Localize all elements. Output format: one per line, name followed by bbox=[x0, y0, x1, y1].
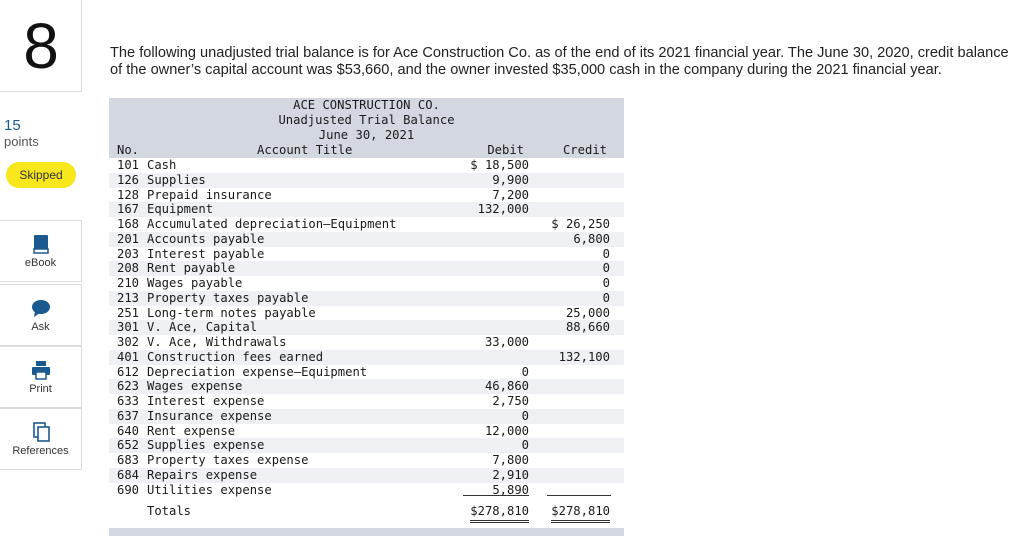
account-number: 201 bbox=[117, 231, 140, 246]
credit-amount: 25,000 bbox=[565, 305, 610, 320]
account-number: 301 bbox=[117, 320, 140, 335]
table-row bbox=[109, 158, 624, 173]
table-row bbox=[109, 173, 624, 188]
table-row bbox=[109, 424, 624, 439]
credit-amount: 0 bbox=[602, 246, 610, 261]
account-title: Interest expense bbox=[147, 394, 265, 408]
statement-title: Unadjusted Trial Balance bbox=[278, 113, 455, 127]
account-title: Equipment bbox=[147, 202, 214, 217]
references-button[interactable] bbox=[0, 408, 82, 470]
account-number: 652 bbox=[117, 438, 140, 453]
book-icon bbox=[31, 234, 51, 254]
debit-amount: 2,910 bbox=[492, 467, 529, 482]
question-number-box bbox=[0, 0, 82, 92]
account-title: Rent payable bbox=[147, 261, 236, 276]
table-row bbox=[109, 468, 624, 483]
debit-amount: 2,750 bbox=[492, 394, 529, 408]
totals-credit: $278,810 bbox=[551, 502, 610, 523]
table-row bbox=[109, 365, 624, 380]
debit-amount: 9,900 bbox=[492, 172, 529, 187]
table-row bbox=[109, 453, 624, 468]
account-title: Insurance expense bbox=[147, 408, 272, 423]
account-title: Prepaid insurance bbox=[147, 187, 272, 202]
printer-icon bbox=[31, 360, 51, 380]
status-badge: Skipped bbox=[6, 162, 76, 188]
account-number: 208 bbox=[117, 261, 140, 276]
account-title: Depreciation expense—Equipment bbox=[147, 364, 368, 379]
points-info bbox=[4, 118, 39, 150]
points-value: 15 bbox=[4, 117, 21, 134]
credit-amount: 0 bbox=[602, 261, 610, 276]
print-label: Print bbox=[29, 383, 52, 395]
documents-icon bbox=[31, 422, 51, 442]
problem-statement: The following unadjusted trial balance is for Ace Construction Co. as of the end of its 2021 financial year. The June 30, 2020, credit balance of the owner’s capital account was $53,660, and the owner invested $35,000 cash in the company during the 2021 financial year. bbox=[110, 45, 1009, 78]
debit-amount: 5,890 bbox=[492, 482, 529, 497]
debit-amount: 46,860 bbox=[484, 379, 529, 394]
column-headers bbox=[109, 143, 624, 158]
table-row bbox=[109, 335, 624, 350]
table-row bbox=[109, 232, 624, 247]
account-number: 213 bbox=[117, 290, 140, 305]
account-number: 126 bbox=[117, 172, 140, 187]
totals-row bbox=[109, 500, 624, 522]
header-credit: Credit bbox=[562, 143, 607, 157]
trial-balance-table bbox=[109, 98, 624, 536]
debit-amount: 12,000 bbox=[484, 423, 529, 438]
account-title: Supplies bbox=[147, 172, 206, 187]
company-name: ACE CONSTRUCTION CO. bbox=[293, 98, 440, 112]
header-no: No. bbox=[117, 143, 140, 157]
account-number: 633 bbox=[117, 394, 140, 408]
debit-amount: 7,800 bbox=[492, 453, 529, 467]
account-number: 612 bbox=[117, 364, 140, 379]
table-row bbox=[109, 261, 624, 276]
ask-label: Ask bbox=[31, 321, 50, 333]
print-button[interactable] bbox=[0, 346, 82, 408]
debit-amount: 0 bbox=[521, 408, 529, 423]
account-title: V. Ace, Capital bbox=[147, 320, 258, 335]
account-number: 167 bbox=[117, 202, 140, 217]
header-account-title: Account Title bbox=[257, 143, 353, 157]
ask-button[interactable] bbox=[0, 284, 82, 346]
account-number: 401 bbox=[117, 349, 140, 364]
table-row bbox=[109, 438, 624, 453]
account-title: Interest payable bbox=[147, 246, 265, 261]
table-row bbox=[109, 409, 624, 424]
statement-date: June 30, 2021 bbox=[318, 128, 415, 142]
account-number: 128 bbox=[117, 187, 140, 202]
debit-amount: $ 18,500 bbox=[470, 158, 529, 172]
table-row bbox=[109, 188, 624, 203]
account-number: 210 bbox=[117, 276, 140, 290]
ebook-label: eBook bbox=[24, 257, 57, 269]
credit-amount: 132,100 bbox=[558, 349, 610, 364]
table-footer-band bbox=[109, 528, 624, 536]
totals-debit: $278,810 bbox=[470, 502, 529, 523]
debit-amount: 0 bbox=[521, 364, 529, 379]
debit-amount: 33,000 bbox=[484, 335, 529, 349]
references-label: References bbox=[12, 445, 69, 457]
table-row bbox=[109, 217, 624, 232]
credit-amount: 0 bbox=[602, 276, 610, 290]
debit-amount: 132,000 bbox=[477, 202, 529, 217]
account-title: Long-term notes payable bbox=[147, 305, 316, 320]
credit-amount: 6,800 bbox=[573, 231, 610, 246]
debit-amount: 0 bbox=[521, 438, 529, 453]
table-row bbox=[109, 379, 624, 394]
totals-label: Totals bbox=[147, 504, 192, 518]
header-debit: Debit bbox=[487, 143, 524, 157]
chat-bubble-icon bbox=[31, 298, 51, 318]
credit-total-rule bbox=[547, 495, 611, 496]
account-title: Utilities expense bbox=[147, 482, 272, 497]
account-title: Construction fees earned bbox=[147, 349, 324, 364]
account-number: 684 bbox=[117, 467, 140, 482]
credit-amount: 88,660 bbox=[565, 320, 610, 335]
account-title: Wages payable bbox=[147, 276, 243, 290]
account-title: Property taxes payable bbox=[147, 290, 309, 305]
account-title: Repairs expense bbox=[147, 467, 258, 482]
account-title: Supplies expense bbox=[147, 438, 265, 453]
table-row bbox=[109, 394, 624, 409]
account-number: 168 bbox=[117, 217, 140, 231]
account-title: V. Ace, Withdrawals bbox=[147, 335, 287, 349]
account-number: 251 bbox=[117, 305, 140, 320]
question-number: 8 bbox=[23, 10, 59, 82]
account-title: Rent expense bbox=[147, 423, 236, 438]
account-title: Accounts payable bbox=[147, 231, 265, 246]
table-row bbox=[109, 350, 624, 365]
table-row bbox=[109, 276, 624, 291]
account-number: 302 bbox=[117, 335, 140, 349]
credit-amount: 0 bbox=[602, 290, 610, 305]
account-title: Wages expense bbox=[147, 379, 243, 394]
account-title: Property taxes expense bbox=[147, 453, 309, 467]
account-number: 101 bbox=[117, 158, 140, 172]
account-title: Accumulated depreciation—Equipment bbox=[147, 217, 397, 231]
table-row bbox=[109, 247, 624, 262]
table-row bbox=[109, 306, 624, 321]
account-number: 637 bbox=[117, 408, 140, 423]
table-row bbox=[109, 202, 624, 217]
ebook-button[interactable] bbox=[0, 220, 82, 282]
table-row bbox=[109, 291, 624, 306]
table-row bbox=[109, 320, 624, 335]
debit-total-rule bbox=[463, 495, 529, 496]
account-number: 640 bbox=[117, 423, 140, 438]
account-title: Cash bbox=[147, 158, 177, 172]
account-number: 203 bbox=[117, 246, 140, 261]
credit-amount: $ 26,250 bbox=[551, 217, 610, 231]
debit-amount: 7,200 bbox=[492, 187, 529, 202]
account-number: 690 bbox=[117, 482, 140, 497]
account-number: 683 bbox=[117, 453, 140, 467]
account-number: 623 bbox=[117, 379, 140, 394]
points-label: points bbox=[4, 134, 39, 149]
